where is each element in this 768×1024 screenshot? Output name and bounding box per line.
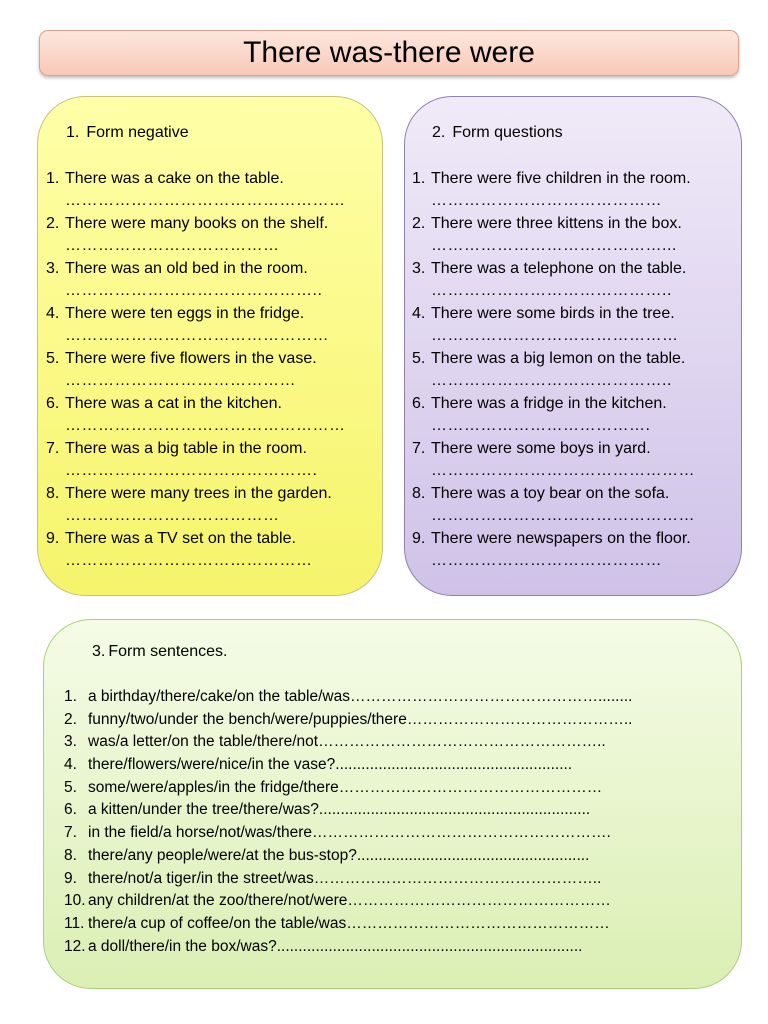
item-text: a kitten/under the tree/there/was?............................................................... xyxy=(88,801,591,819)
item-text: There were some boys in yard. xyxy=(431,440,651,457)
item-text: in the field/a horse/not/was/there…………………………………………………. xyxy=(88,824,611,842)
item-number: 7. xyxy=(412,440,426,457)
section1-heading-text: Form negative xyxy=(86,124,189,141)
item-text: There was a big table in the room. xyxy=(65,440,307,457)
answer-line: ……………………………………….. xyxy=(65,282,323,299)
answer-line: …………………………………….. xyxy=(431,282,672,299)
answer-line: …………………………………….. xyxy=(431,372,672,389)
answer-line: ………………………………………… xyxy=(431,462,695,479)
item-text: There was a cat in the kitchen. xyxy=(65,395,282,412)
item-number: 12. xyxy=(64,937,86,955)
item-text: any children/at the zoo/there/not/were…………………………………………… xyxy=(88,892,611,910)
item-number: 4. xyxy=(412,305,426,322)
item-text: There were many books on the shelf. xyxy=(65,215,329,232)
answer-line: …………………………………… xyxy=(431,552,662,569)
item-text: There were many trees in the garden. xyxy=(65,485,332,502)
item-number: 2. xyxy=(46,215,60,232)
item-number: 10. xyxy=(64,892,86,910)
item-number: 6. xyxy=(412,395,426,412)
item-number: 2. xyxy=(64,710,77,728)
item-number: 9. xyxy=(64,869,77,887)
item-text: There was a TV set on the table. xyxy=(65,530,296,547)
item-text: There were ten eggs in the fridge. xyxy=(65,305,305,322)
item-number: 5. xyxy=(46,350,60,367)
answer-line: …………………………………… xyxy=(65,372,296,389)
item-text: There was a telephone on the table. xyxy=(431,260,687,277)
item-text: there/not/a tiger/in the street/was……………………………………………….. xyxy=(88,869,602,887)
item-number: 6. xyxy=(46,395,60,412)
item-number: 11. xyxy=(64,914,85,932)
item-number: 1. xyxy=(412,170,426,187)
item-text: a birthday/there/cake/on the table/was…………………………………………........ xyxy=(88,688,633,705)
item-text: There was a big lemon on the table. xyxy=(431,350,686,367)
item-number: 4. xyxy=(64,756,77,774)
answer-line: ……………………………………… xyxy=(431,327,679,344)
answer-line: ………………………………………… xyxy=(65,327,329,344)
item-text: there/a cup of coffee/on the table/was…………………………………………… xyxy=(88,914,610,932)
item-number: 8. xyxy=(46,485,60,502)
item-text: There were three kittens in the box. xyxy=(431,215,682,232)
item-number: 3. xyxy=(412,260,426,277)
section1-number: 1. xyxy=(66,124,80,141)
item-number: 7. xyxy=(46,440,60,457)
item-text: there/any people/were/at the bus-stop?...................................................... xyxy=(88,846,590,864)
section2-number: 2. xyxy=(432,124,446,141)
answer-line: ………………………………… xyxy=(65,507,280,524)
answer-line: …………………………………. xyxy=(431,417,651,434)
answer-line: ………………………………… xyxy=(65,237,280,254)
answer-line: …………………………………………… xyxy=(65,417,346,434)
item-number: 3. xyxy=(64,733,77,751)
answer-line: …………………………………… xyxy=(431,192,662,209)
item-text: There was a cake on the table. xyxy=(65,170,284,187)
item-number: 1. xyxy=(64,688,77,705)
item-text: There were five flowers in the vase. xyxy=(65,350,317,367)
item-number: 8. xyxy=(64,846,77,864)
answer-line: ……………………………………… xyxy=(65,552,313,569)
answer-line: ………………………………………. xyxy=(65,462,318,479)
answer-line: ……………………………………... xyxy=(431,237,677,254)
item-number: 1. xyxy=(46,170,60,187)
item-number: 4. xyxy=(46,305,60,322)
worksheet-title: There was-there were xyxy=(39,30,739,76)
item-number: 2. xyxy=(412,215,426,232)
answer-line: ………………………………………… xyxy=(431,507,695,524)
item-number: 9. xyxy=(412,530,426,547)
item-text: some/were/apples/in the fridge/there…………………………………………… xyxy=(88,778,603,796)
section2-heading-text: Form questions xyxy=(452,124,563,141)
item-text: There was a fridge in the kitchen. xyxy=(431,395,667,412)
item-number: 7. xyxy=(64,824,77,842)
section2-heading xyxy=(432,124,563,142)
item-text: There was a toy bear on the sofa. xyxy=(431,485,670,502)
item-text: there/flowers/were/nice/in the vase?....................................................... xyxy=(88,756,573,774)
section1-heading xyxy=(66,124,189,142)
item-number: 5. xyxy=(412,350,426,367)
answer-line: …………………………………………… xyxy=(65,192,346,209)
section3-heading xyxy=(92,643,228,661)
item-text: was/a letter/on the table/there/not……………………………………………….. xyxy=(88,733,606,751)
item-text: There were five children in the room. xyxy=(431,170,691,187)
section3-number: 3. xyxy=(92,643,106,660)
item-text: a doll/there/in the box/was?....................................................................... xyxy=(88,937,583,955)
section3-heading-text: Form sentences. xyxy=(108,643,228,660)
item-text: There were newspapers on the floor. xyxy=(431,530,691,547)
item-number: 9. xyxy=(46,530,60,547)
item-text: There were some birds in the tree. xyxy=(431,305,675,322)
item-text: There was an old bed in the room. xyxy=(65,260,308,277)
item-number: 8. xyxy=(412,485,426,502)
item-number: 6. xyxy=(64,801,77,819)
item-number: 3. xyxy=(46,260,60,277)
item-number: 5. xyxy=(64,778,77,796)
item-text: funny/two/under the bench/were/puppies/there…………………………………….. xyxy=(88,710,633,728)
